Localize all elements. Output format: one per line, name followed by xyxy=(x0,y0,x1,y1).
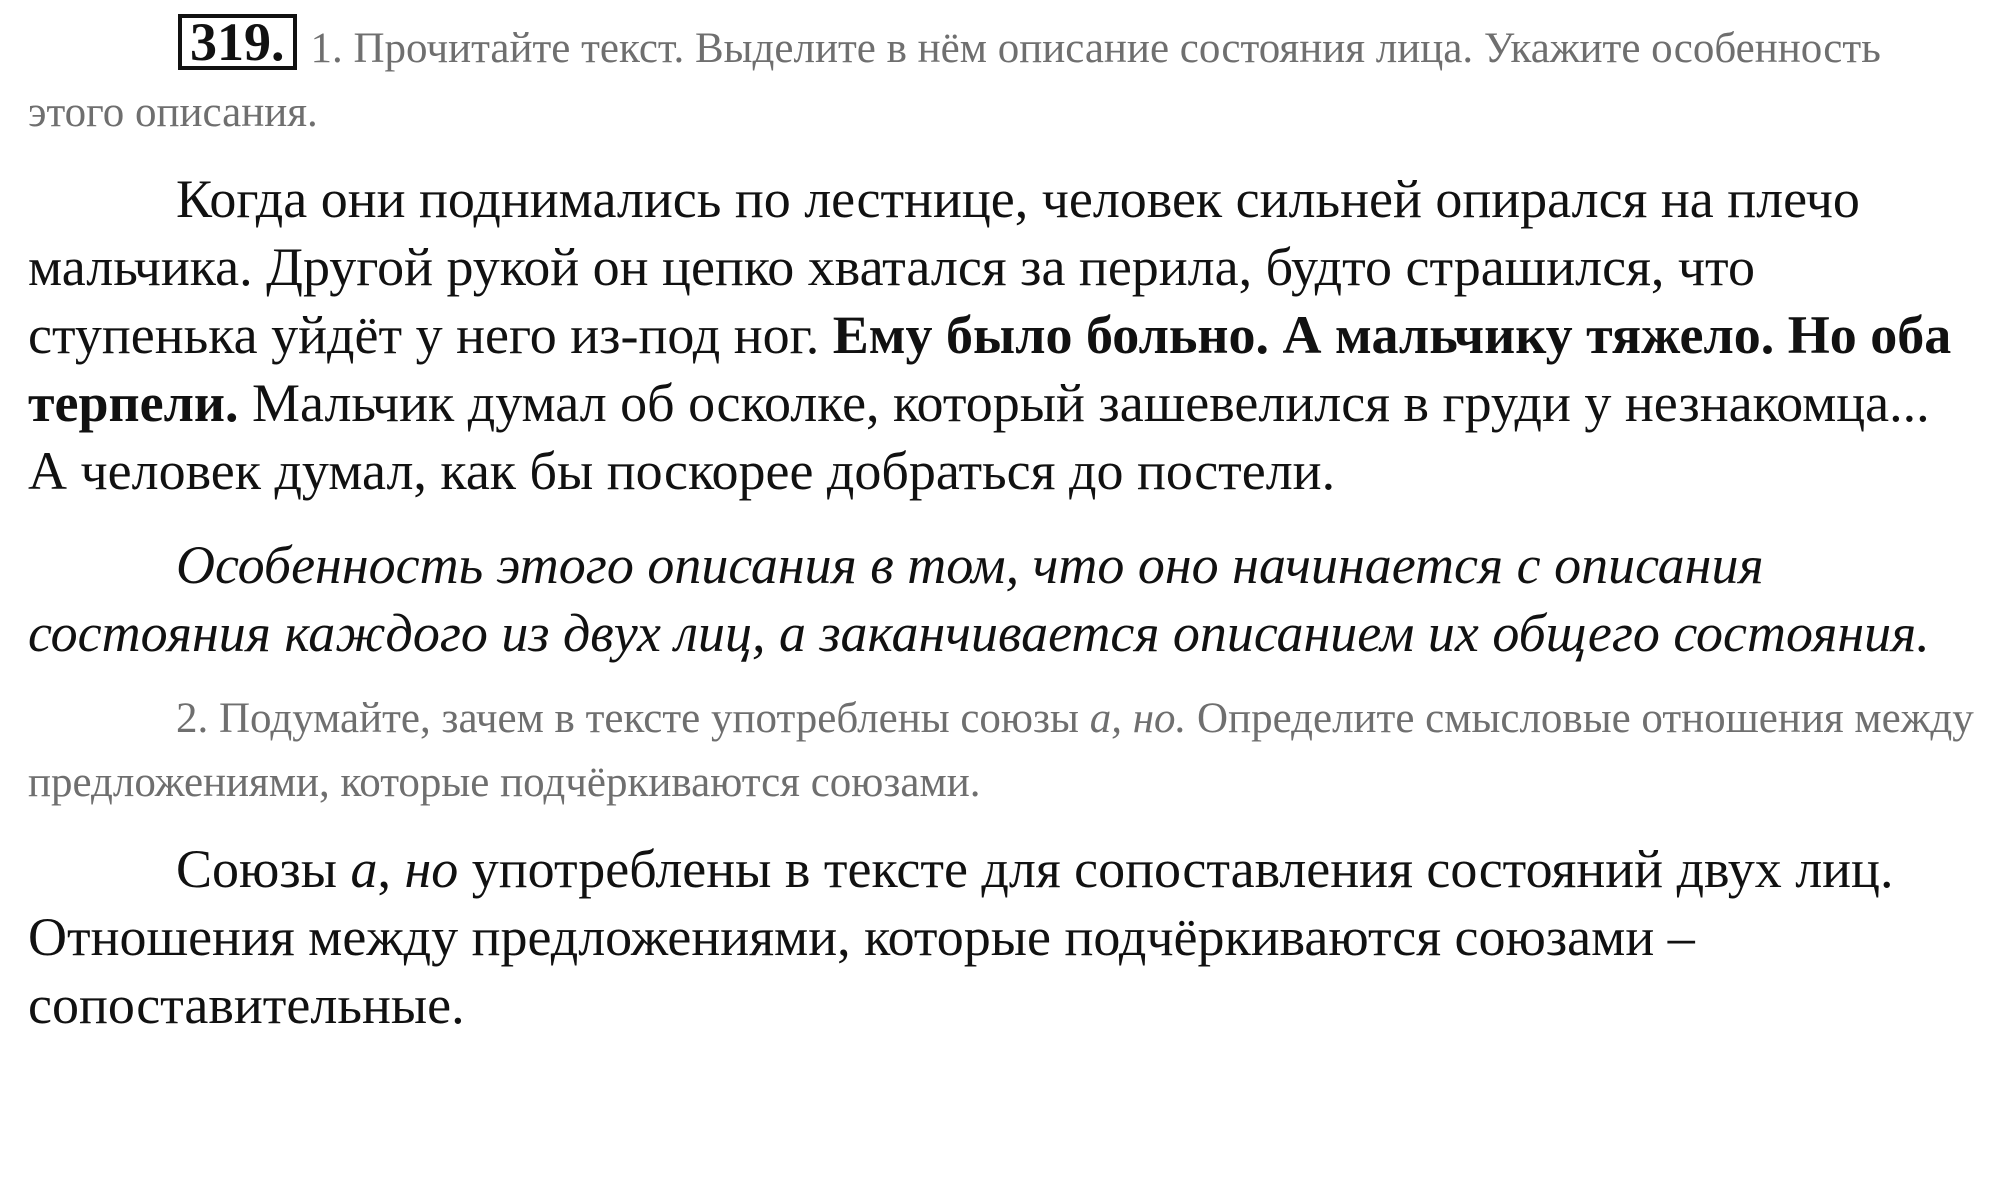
answer-1-text: Особенность этого описания в том, что оно начинается с описания состояния каждого из двух лиц, а заканчивается описанием их общего состояния. xyxy=(28,535,1930,663)
answer-2 xyxy=(28,835,1978,1039)
exercise-number: 319. xyxy=(178,14,297,70)
answer-2-italic-a: а xyxy=(350,839,378,899)
task-2-italic: а, но. xyxy=(1089,695,1187,742)
exercise-page xyxy=(28,14,1978,1039)
passage-part-2: Мальчик думал об осколке, который зашевелился в груди у незнакомца... А человек думал, как бы поскорее добраться до постели. xyxy=(28,373,1930,501)
task-1 xyxy=(28,14,1978,145)
passage-part-1: Когда они поднимались по лестнице, человек сильней опирался на плечо мальчика. Другой рукой он цепко хватался за перила, будто страшился, что ступенька уйдёт у него из-под ног. xyxy=(28,169,1860,365)
answer-2-comma: , xyxy=(377,839,405,899)
task-1-text: 1. Прочитайте текст. Выделите в нём описание состояния лица. Укажите особенность этого описания. xyxy=(28,25,1881,136)
answer-1 xyxy=(28,531,1978,667)
task-2-suffix: Определите смысловые отношения между предложениями, которые подчёркиваются союзами. xyxy=(28,695,1974,806)
task-2-prefix: 2. Подумайте, зачем в тексте употреблены союзы xyxy=(176,695,1090,742)
passage xyxy=(28,165,1978,505)
task-2 xyxy=(28,687,1978,815)
answer-2-suffix: употреблены в тексте для сопоставления состояний двух лиц. Отношения между предложениями, которые подчёркиваются союзами – сопоставительные. xyxy=(28,839,1894,1035)
answer-2-prefix: Союзы xyxy=(176,839,351,899)
passage-bold: Ему было больно. А мальчику тяжело. Но оба терпели. xyxy=(28,305,1952,433)
answer-2-italic-no: но xyxy=(404,839,459,899)
